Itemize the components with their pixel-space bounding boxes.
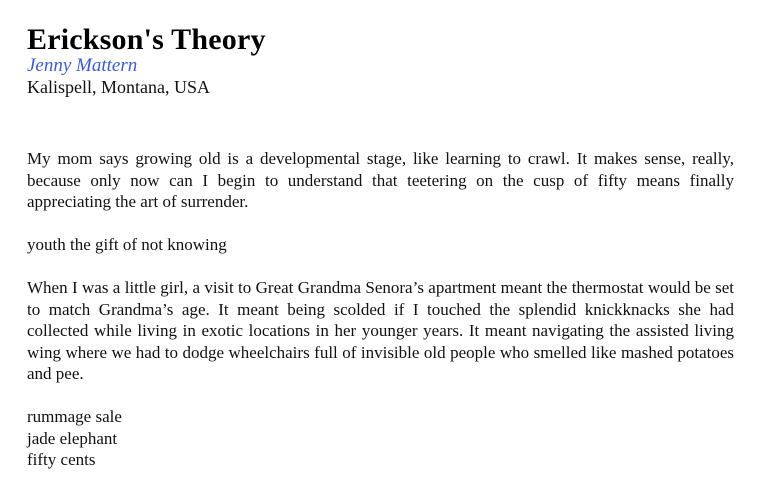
prose-paragraph-2: When I was a little girl, a visit to Great Grandma Senora’s apartment meant the thermostat would be set to match Grandma’s age. It meant being scolded if I touched the splendid knickknacks she had collected while living in exotic locations in her younger years. It meant navigating the assisted living wing where we had to dodge wheelchairs full of invisible old people who smelled like mashed potatoes and pee. bbox=[27, 278, 734, 383]
author-link[interactable]: Jenny Mattern bbox=[27, 55, 138, 76]
author-location: Kalispell, Montana, USA bbox=[27, 77, 210, 97]
haiku-2 bbox=[27, 406, 734, 471]
haiku-line: youth the gift of not knowing bbox=[27, 235, 227, 254]
prose-paragraph-1: My mom says growing old is a developmental stage, like learning to crawl. It makes sense, really, because only now can I begin to understand that teetering on the cusp of fifty means finally appreciating the art of surrender. bbox=[27, 149, 734, 211]
page-title: Erickson's Theory bbox=[27, 23, 266, 56]
haibun-body bbox=[27, 148, 734, 471]
haiku-line: jade elephant bbox=[27, 428, 118, 448]
haiku-1 bbox=[27, 234, 734, 256]
haiku-line: rummage sale bbox=[27, 407, 122, 426]
haiku-line: fifty cents bbox=[27, 450, 96, 469]
